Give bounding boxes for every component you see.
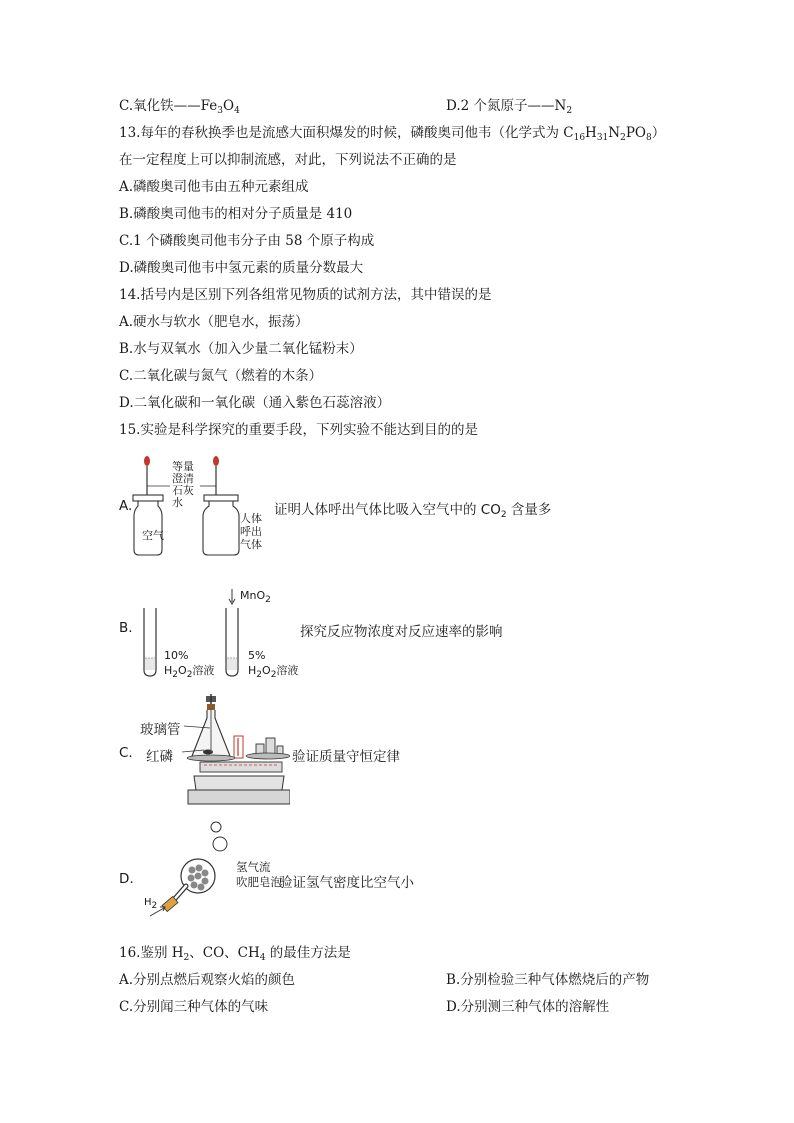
- q13-option-a: A.磷酸奥司他韦由五种元素组成: [119, 179, 309, 195]
- q13-stem-line2: 在一定程度上可以抑制流感，对此，下列说法不正确的是: [119, 152, 457, 168]
- q15-c-tube-label: 玻璃管: [140, 722, 181, 738]
- q15-a-letter: A.: [119, 498, 133, 514]
- q13-option-b: B.磷酸奥司他韦的相对分子质量是 410: [119, 206, 353, 222]
- weights-icon: [256, 738, 283, 754]
- q15-b-left-solution: $H_2O_2$溶液: [164, 664, 215, 680]
- q15-b-right-pct: 5%: [248, 649, 266, 662]
- q15-d-h2-label: $H_2$: [144, 897, 158, 911]
- soap-bubble-icon: [211, 822, 227, 851]
- q12-option-c: C.氧化铁$——Fe_3O_4$: [119, 98, 240, 116]
- q14-option-c: C.二氧化碳与氮气（燃着的木条）: [119, 368, 323, 384]
- balance-pointer-icon: [234, 736, 243, 758]
- q15-b-letter: B.: [119, 620, 133, 636]
- q15-d-figure: [146, 818, 246, 918]
- q15-d-statement: 验证氢气密度比空气小: [279, 875, 414, 891]
- q14-option-d: D.二氧化碳和一氧化碳（通入紫色石蕊溶液）: [119, 395, 391, 411]
- q15-b-mno2-label: MnO$_2$: [240, 589, 271, 605]
- q15-b-left-pct: 10%: [164, 649, 189, 662]
- q15-stem: 15.实验是科学探究的重要手段，下列实验不能达到目的的是: [119, 422, 478, 438]
- q15-c-statement: 验证质量守恒定律: [292, 749, 400, 765]
- dropper-right-icon: [213, 456, 219, 496]
- q13-option-c: C.1 个磷酸奥司他韦分子由 58 个原子构成: [119, 233, 375, 249]
- q15-b-right-solution: $H_2O_2$溶液: [248, 664, 299, 680]
- q15-c-phosphorus-label: 红磷: [146, 749, 173, 765]
- q15-d-letter: D.: [119, 871, 134, 887]
- q15-a-statement: 证明人体呼出气体比吸入空气中的 $CO_2$ 含量多: [274, 502, 552, 520]
- test-tube-right-icon: [226, 608, 238, 676]
- arrow-down-icon: [229, 589, 235, 604]
- q13-stem-line1: 13.每年的春秋换季也是流感大面积爆发的时候，磷酸奥司他韦（化学式为 $C_{16}H_{31}N_2PO_8$）: [119, 125, 666, 143]
- bottle-air-icon: [133, 495, 163, 555]
- q12-option-d: D.2 个氮原子$——N_2$: [446, 98, 573, 116]
- q14-option-b: B.水与双氧水（加入少量二氧化锰粉末）: [119, 341, 363, 357]
- q15-d-flow-label: 氢气流 吹肥皂泡: [236, 860, 282, 889]
- q15-b-statement: 探究反应物浓度对反应速率的影响: [300, 624, 503, 640]
- test-tube-left-icon: [144, 608, 156, 676]
- q15-c-letter: C.: [119, 745, 133, 761]
- q15-c-leader-lines: [178, 724, 214, 754]
- q15-a-air-label: 空气: [142, 529, 164, 542]
- q13-option-d: D.磷酸奥司他韦中氢元素的质量分数最大: [119, 260, 364, 276]
- bottle-exhaled-icon: [203, 495, 239, 555]
- q16-option-d: D.分别测三种气体的溶解性: [446, 999, 610, 1015]
- q16-option-b: B.分别检验三种气体燃烧后的产物: [446, 972, 650, 988]
- q14-stem: 14.括号内是区别下列各组常见物质的试剂方法，其中错误的是: [119, 287, 492, 303]
- q14-option-a: A.硬水与软水（肥皂水，振荡）: [119, 314, 309, 330]
- q15-a-reagent-label: 等量 澄清 石灰 水: [172, 460, 194, 509]
- q16-stem: 16.鉴别 $H_2$、CO、$CH_4$ 的最佳方法是: [119, 945, 351, 963]
- dropper-left-icon: [144, 456, 150, 496]
- q15-a-exhaled-label: 人体 呼出 气体: [240, 512, 262, 551]
- q16-option-a: A.分别点燃后观察火焰的颜色: [119, 972, 296, 988]
- q16-option-c: C.分别闻三种气体的气味: [119, 999, 269, 1015]
